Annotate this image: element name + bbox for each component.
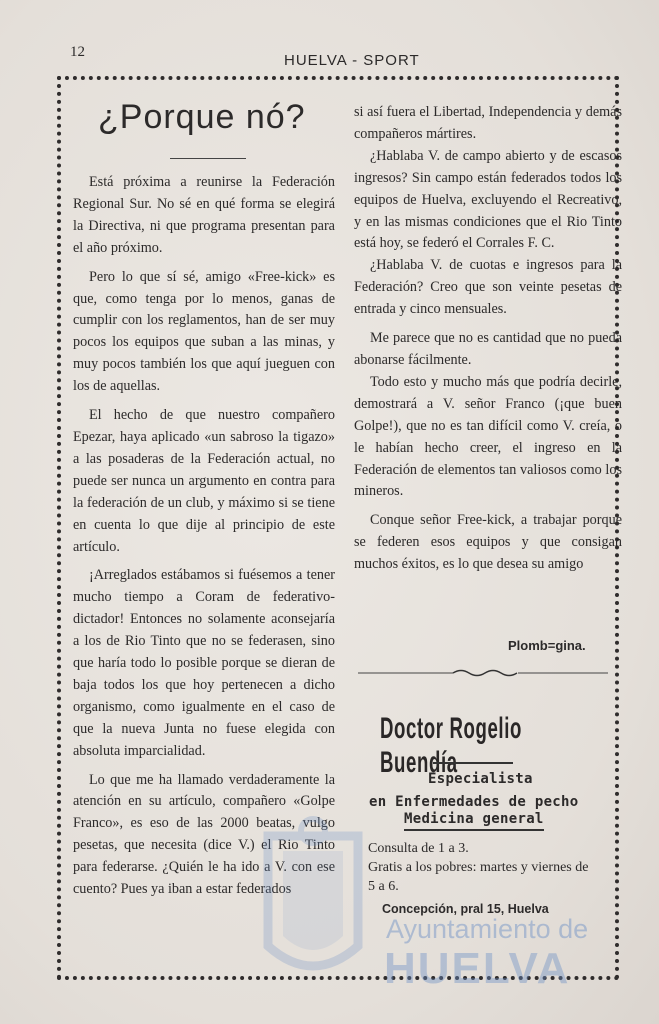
paragraph: si así fuera el Libertad, Independencia y demás compañeros mártires. bbox=[354, 104, 622, 142]
advert-doctor-name: Doctor Rogelio Buendía bbox=[380, 712, 522, 779]
paragraph: ¡Arreglados estábamos si fuésemos a tener mucho tiempo a Coram de federativo-dictador! Entonces no solamente aconsejaría a los de Rio Tinto que no se federasen, sino que haría todo lo posible porque se dieran de baja todos los que hoy pertenecen a dicho organismo, como igualmente en el caso de que la nueva Junta no fuese elegida con absoluta imparcialidad. bbox=[73, 567, 335, 759]
advert-rule bbox=[433, 762, 513, 764]
paragraph: El hecho de que nuestro compañero Epezar, haya aplicado «un sabroso la tigazo» a las posaderas de la Federación actual, no puede ser nunca un argumento en contra para la federación de un club, y máximo si se tiene en cuenta lo que dije al principio de este artículo. bbox=[73, 407, 335, 555]
left-column bbox=[73, 172, 335, 901]
paragraph: Todo esto y mucho más que podría decirle, demostrará a V. señor Franco (¡que buen Golpe!), que no es tan difícil como V. creía, o le habían hecho creer, el ingreso en la Federación de elementos tan valiosos como los mineros. bbox=[354, 373, 622, 500]
page-number: 12 bbox=[70, 44, 85, 60]
article-title: ¿Porque nó? bbox=[98, 98, 306, 136]
paragraph: Conque señor Free-kick, a trabajar porque se federen esos equipos y que consigan muchos éxitos, es lo que desea su amigo bbox=[354, 512, 622, 573]
advert-free-hours-text: Gratis a los pobres: martes y viernes de 5 a 6. bbox=[368, 860, 589, 894]
title-rule bbox=[170, 158, 246, 159]
advert-hours: Consulta de 1 a 3. bbox=[368, 841, 469, 856]
signature: Plomb=gina. bbox=[508, 638, 586, 653]
paragraph: ¿Hablaba V. de campo abierto y de escasos ingresos? Sin campo están federados todos los equipos de Huelva, excluyendo el Recreativo, y en las mismas condiciones que el Rio Tinto está hoy, se federó el Corrales F. C. bbox=[354, 147, 622, 252]
ornament-divider bbox=[358, 668, 608, 678]
running-head: HUELVA - SPORT bbox=[284, 52, 420, 69]
paragraph: ¿Hablaba V. de cuotas e ingresos para la Federación? Creo que son veinte pesetas de entrada y cinco mensuales. bbox=[354, 257, 622, 318]
advert-specialty: Medicina general bbox=[404, 811, 544, 831]
paragraph: Lo que me ha llamado verdaderamente la atención en su artículo, compañero «Golpe Franco», es eso de las 2000 beatas, vulgo pesetas, que necesita (dice V.) el Rio Tinto para federarse. ¿Quién le ha ido a V. con ese cuento? Pues ya iban a estar federados bbox=[73, 771, 335, 898]
paragraph: Está próxima a reunirse la Federación Regional Sur. No sé en qué forma se elegirá la Directiva, ni que programa presentan para el año próximo. bbox=[73, 174, 335, 256]
advert-specialty: Especialista bbox=[428, 771, 533, 787]
advert-specialty: en Enfermedades de pecho bbox=[369, 794, 579, 810]
paragraph: Me parece que no es cantidad que no pueda abonarse fácilmente. bbox=[354, 330, 622, 368]
advert-address: Concepción, pral 15, Huelva bbox=[382, 902, 549, 916]
watermark-line-2: HUELVA bbox=[384, 944, 571, 993]
right-column bbox=[354, 102, 622, 576]
watermark-line-1: Ayuntamiento de bbox=[386, 914, 589, 944]
paragraph: Pero lo que sí sé, amigo «Free-kick» es que, como tenga por lo menos, ganas de cumplir con los reglamentos, han de ser muy pocos los equipos que suban a las minas, y muy pocos también los que aquí jueguen con los de aquellas. bbox=[73, 268, 335, 395]
